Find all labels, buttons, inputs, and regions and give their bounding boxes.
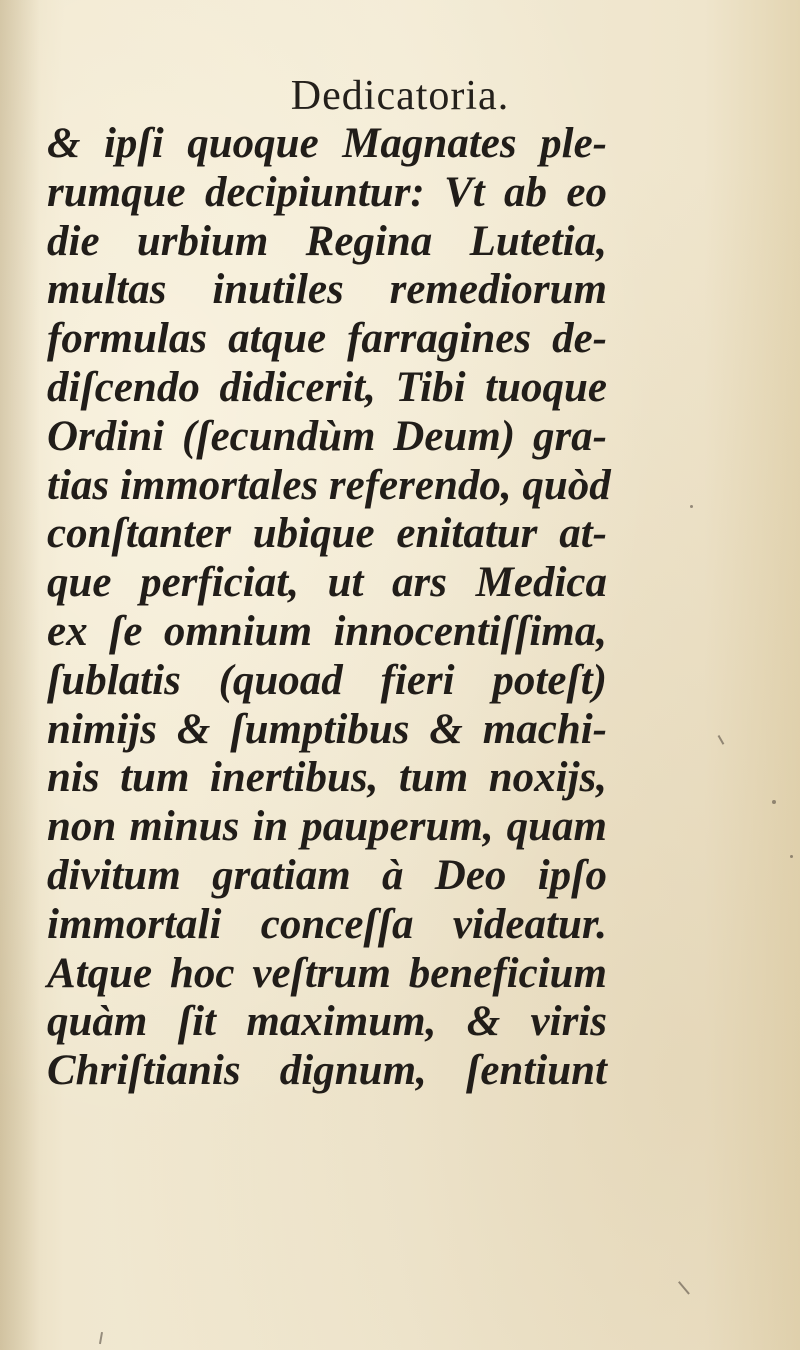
text-line-7: Ordini (ſecundùm Deum) gra- xyxy=(47,412,607,460)
text-line-12: ſublatis (quoad fieri poteſt) xyxy=(47,656,607,704)
text-line-19: quàm ſit maximum, & viris xyxy=(47,998,607,1046)
text-line-13: nimijs & ſumptibus & machi- xyxy=(47,705,607,753)
text-line-9: conſtanter ubique enitatur at- xyxy=(47,510,607,558)
text-line-17: immortali conceſſa videatur. xyxy=(47,900,607,948)
text-line-20: Chriſtianis dignum, ſentiunt xyxy=(47,1047,607,1095)
text-line-14: nis tum inertibus, tum noxijs, xyxy=(47,754,607,802)
text-line-8: tias immortales referendo, quòd xyxy=(47,461,611,509)
paper-mark xyxy=(99,1332,103,1344)
paper-mark xyxy=(718,735,724,744)
paper-speck xyxy=(690,505,693,508)
text-line-2: rumque decipiuntur: Vt ab eo xyxy=(47,168,607,216)
paper-speck xyxy=(772,800,776,804)
running-head: Dedicatoria. xyxy=(290,73,510,119)
text-line-18: Atque hoc veſtrum beneficium xyxy=(47,949,607,997)
text-line-1: & ipſi quoque Magnates ple- xyxy=(47,120,607,167)
text-line-4: multas inutiles remediorum xyxy=(47,266,607,314)
text-line-16: divitum gratiam à Deo ipſo xyxy=(47,851,607,899)
text-line-3: die urbium Regina Lutetia, xyxy=(47,217,607,265)
body-text xyxy=(47,120,611,1096)
text-line-5: formulas atque farragines de- xyxy=(47,315,607,363)
text-line-10: que perficiat, ut ars Medica xyxy=(47,559,607,607)
text-line-15: non minus in pauperum, quam xyxy=(47,803,607,851)
text-line-11: ex ſe omnium innocentiſſima, xyxy=(47,607,607,655)
paper-mark xyxy=(678,1281,689,1294)
text-line-6: diſcendo didicerit, Tibi tuoque xyxy=(47,363,607,411)
paper-speck xyxy=(790,855,793,858)
gutter-shadow xyxy=(0,0,40,1350)
